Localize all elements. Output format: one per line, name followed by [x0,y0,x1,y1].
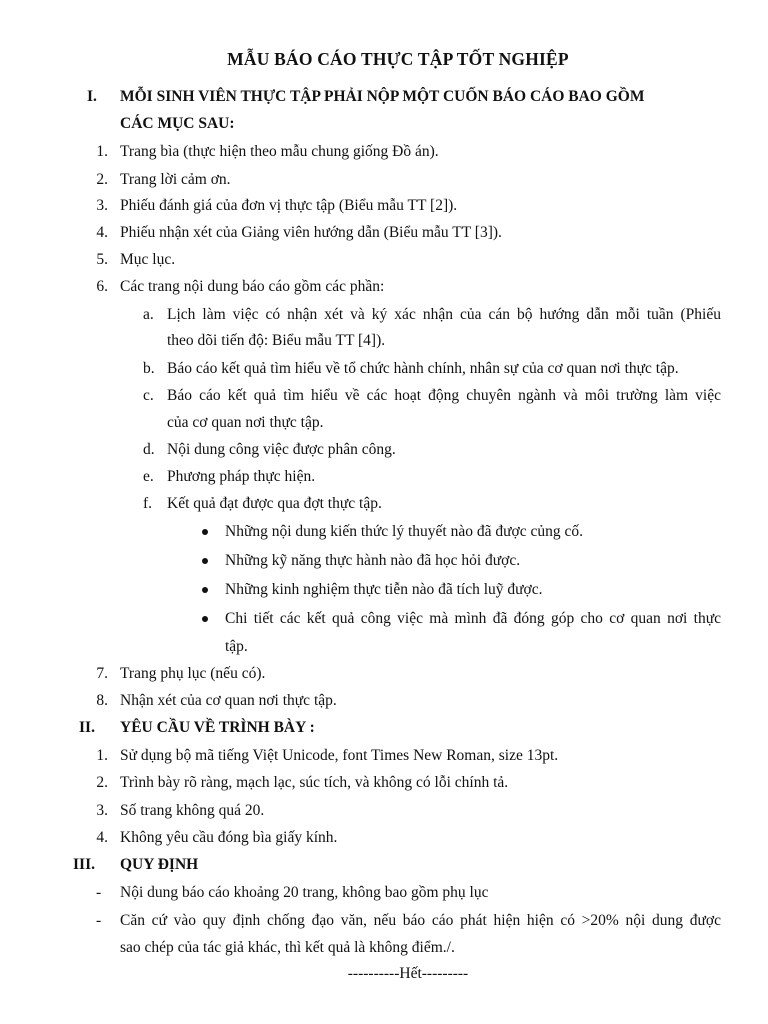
subitem-text-continued: theo dõi tiến độ: Biểu mẫu TT [4]). [167,332,386,349]
subitem-letter: c. [143,387,154,404]
item-number: 1. [96,143,108,160]
subitem-letter: b. [143,360,155,377]
list-item: Số trang không quá 20. [120,802,265,819]
dash-marker: - [96,884,102,901]
section-2-heading: YÊU CẦU VỀ TRÌNH BÀY : [120,719,315,736]
subitem-text: Báo cáo kết quả tìm hiểu về các hoạt động chuyên ngành và môi trường làm việc [167,387,721,404]
list-item: Nội dung báo cáo khoảng 20 trang, không bao gồm phụ lục [120,884,489,901]
section-1-heading-line1: MỖI SINH VIÊN THỰC TẬP PHẢI NỘP MỘT CUỐN BÁO CÁO BAO GỒM [120,88,645,105]
subitem-text-continued: của cơ quan nơi thực tập. [167,414,324,431]
bullet-icon [202,616,208,622]
section-2-numeral: II. [79,719,95,736]
list-item: Phiếu đánh giá của đơn vị thực tập (Biểu mẫu TT [2]). [120,197,458,214]
subitem-text: Phương pháp thực hiện. [167,468,316,485]
dash-marker: - [96,912,102,929]
subitem-letter: e. [143,468,154,485]
item-number: 4. [96,829,108,846]
item-number: 3. [96,197,108,214]
item-number: 4. [96,224,108,241]
document-footer: ----------Hết--------- [347,965,469,982]
subitem-letter: d. [143,441,155,458]
item-number: 2. [96,774,108,791]
list-item: Trang bìa (thực hiện theo mẫu chung giống Đồ án). [120,143,439,160]
subitem-text: Lịch làm việc có nhận xét và ký xác nhận của cán bộ hướng dẫn mỗi tuần (Phiếu [167,306,721,323]
bullet-text: Những kỹ năng thực hành nào đã học hỏi được. [225,552,521,569]
section-3-numeral: III. [73,856,95,873]
list-item: Sử dụng bộ mã tiếng Việt Unicode, font Times New Roman, size 13pt. [120,747,559,764]
document-title: MẪU BÁO CÁO THỰC TẬP TỐT NGHIỆP [227,49,569,69]
section-3-heading: QUY ĐỊNH [120,856,199,873]
item-number: 7. [96,665,108,682]
item-number: 3. [96,802,108,819]
bullet-text-continued: tập. [225,638,248,655]
section-1-numeral: I. [87,88,97,105]
list-item: Các trang nội dung báo cáo gồm các phần: [120,278,385,295]
subitem-letter: a. [143,306,154,323]
item-number: 1. [96,747,108,764]
list-item: Căn cứ vào quy định chống đạo văn, nếu báo cáo phát hiện hiện có >20% nội dung được [120,912,721,929]
item-number: 2. [96,171,108,188]
list-item-continued: sao chép của tác giả khác, thì kết quả là không điểm./. [120,939,455,956]
list-item: Phiếu nhận xét của Giảng viên hướng dẫn (Biểu mẫu TT [3]). [120,224,502,241]
bullet-icon [202,558,208,564]
list-item: Trang lời cảm ơn. [120,171,231,188]
bullet-icon [202,587,208,593]
list-item: Trình bày rõ ràng, mạch lạc, súc tích, và không có lỗi chính tả. [120,774,509,791]
subitem-letter: f. [143,495,153,512]
list-item: Mục lục. [120,251,176,268]
item-number: 5. [96,251,108,268]
bullet-text: Những kinh nghiệm thực tiễn nào đã tích luỹ được. [225,581,543,598]
bullet-icon [202,529,208,535]
item-number: 8. [96,692,108,709]
subitem-text: Kết quả đạt được qua đợt thực tập. [167,495,382,512]
subitem-text: Nội dung công việc được phân công. [167,441,396,458]
item-number: 6. [96,278,108,295]
section-1-heading-line2: CÁC MỤC SAU: [120,115,235,132]
list-item: Trang phụ lục (nếu có). [120,665,266,682]
bullet-text: Chi tiết các kết quả công việc mà mình đã đóng góp cho cơ quan nơi thực [225,610,721,627]
bullet-text: Những nội dung kiến thức lý thuyết nào đã được củng cố. [225,523,583,540]
list-item: Không yêu cầu đóng bìa giấy kính. [120,829,338,846]
list-item: Nhận xét của cơ quan nơi thực tập. [120,692,337,709]
subitem-text: Báo cáo kết quả tìm hiểu về tổ chức hành chính, nhân sự của cơ quan nơi thực tập. [167,360,679,377]
